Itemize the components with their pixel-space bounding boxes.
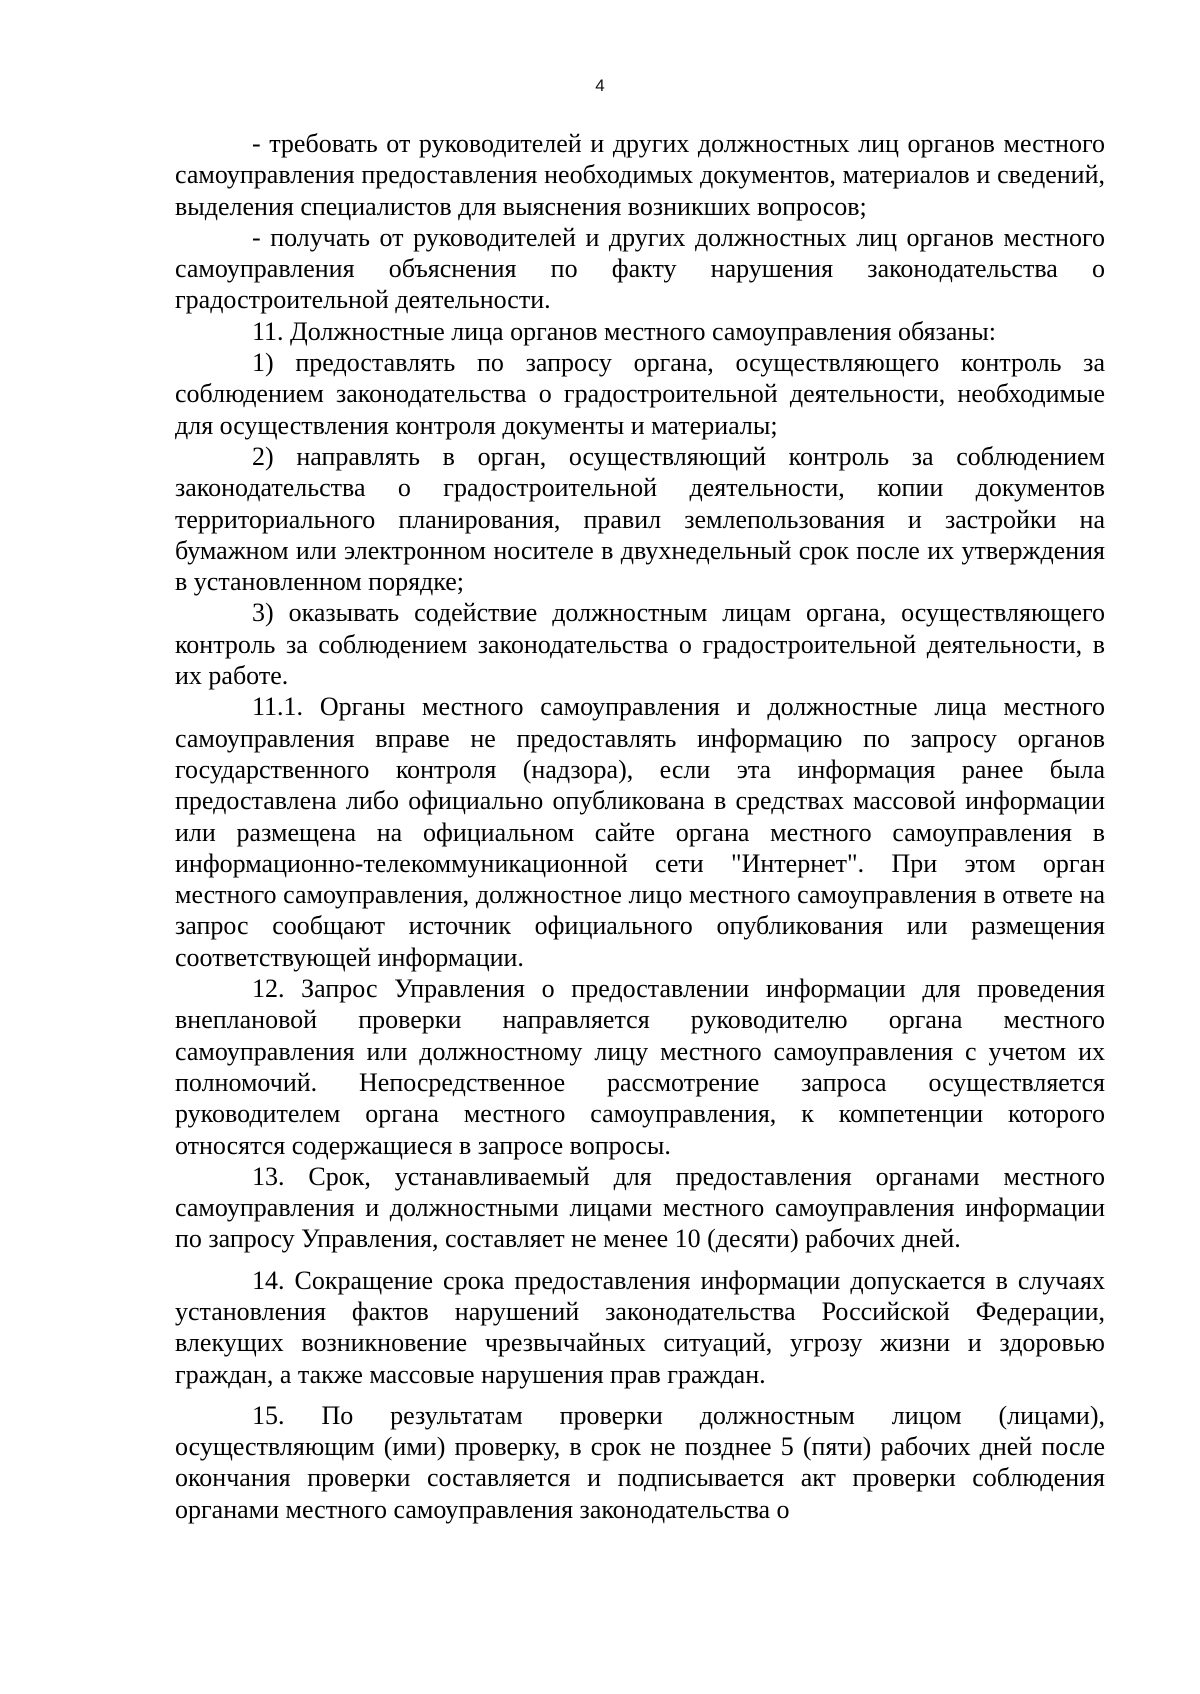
paragraph: 13. Срок, устанавливаемый для предоставления органами местного самоуправления и должностными лицами местного самоуправления информации по запросу Управления, составляет не менее 10 (десяти) рабочих дней. (175, 1161, 1105, 1254)
paragraph: - получать от руководителей и других должностных лиц органов местного самоуправления объяснения по факту нарушения законодательства о градостроительной деятельности. (175, 222, 1105, 315)
paragraph: 12. Запрос Управления о предоставлении информации для проведения внеплановой проверки направляется руководителю органа местного самоуправления или должностному лицу местного самоуправления с учетом их полномочий. Непосредственное рассмотрение запроса осуществляется руководителем органа местного самоуправления, к компетенции которого относятся содержащиеся в запросе вопросы. (175, 974, 1105, 1160)
paragraph: 11.1. Органы местного самоуправления и должностные лица местного самоуправления вправе не предоставлять информацию по запросу органов государственного контроля (надзора), если эта информация ранее была предоставлена либо официально опубликована в средствах массовой информации или размещена на официальном сайте органа местного самоуправления в информационно-телекоммуникационной сети "Интернет". При этом орган местного самоуправления, должностное лицо местного самоуправления в ответе на запрос сообщают источник официального опубликования или размещения соответствующей информации. (175, 692, 1105, 972)
paragraph: 11. Должностные лица органов местного самоуправления обязаны: (252, 316, 996, 346)
paragraph: 14. Сокращение срока предоставления информации допускается в случаях установления фактов нарушений законодательства Российской Федерации, влекущих возникновение чрезвычайных ситуаций, угрозу жизни и здоровью граждан, а также массовые нарушения прав граждан. (175, 1265, 1105, 1389)
paragraph: - требовать от руководителей и других должностных лиц органов местного самоуправления предоставления необходимых документов, материалов и сведений, выделения специалистов для выяснения возникших вопросов; (175, 129, 1105, 221)
document-body (175, 128, 1105, 1525)
paragraph: 1) предоставлять по запросу органа, осуществляющего контроль за соблюдением законодательства о градостроительной деятельности, необходимые для осуществления контроля документы и материалы; (175, 348, 1105, 440)
page-number: 4 (595, 76, 605, 95)
paragraph: 3) оказывать содействие должностным лицам органа, осуществляющего контроль за соблюдением законодательства о градостроительной деятельности, в их работе. (175, 598, 1105, 691)
paragraph: 2) направлять в орган, осуществляющий контроль за соблюдением законодательства о градостроительной деятельности, копии документов территориального планирования, правил землепользования и застройки на бумажном или электронном носителе в двухнедельный срок после их утверждения в установленном порядке; (175, 441, 1105, 597)
paragraph: 15. По результатам проверки должностным лицом (лицами), осуществляющим (ими) проверку, в срок не позднее 5 (пяти) рабочих дней после окончания проверки составляется и подписывается акт проверки соблюдения органами местного самоуправления законодательства о (175, 1400, 1105, 1524)
